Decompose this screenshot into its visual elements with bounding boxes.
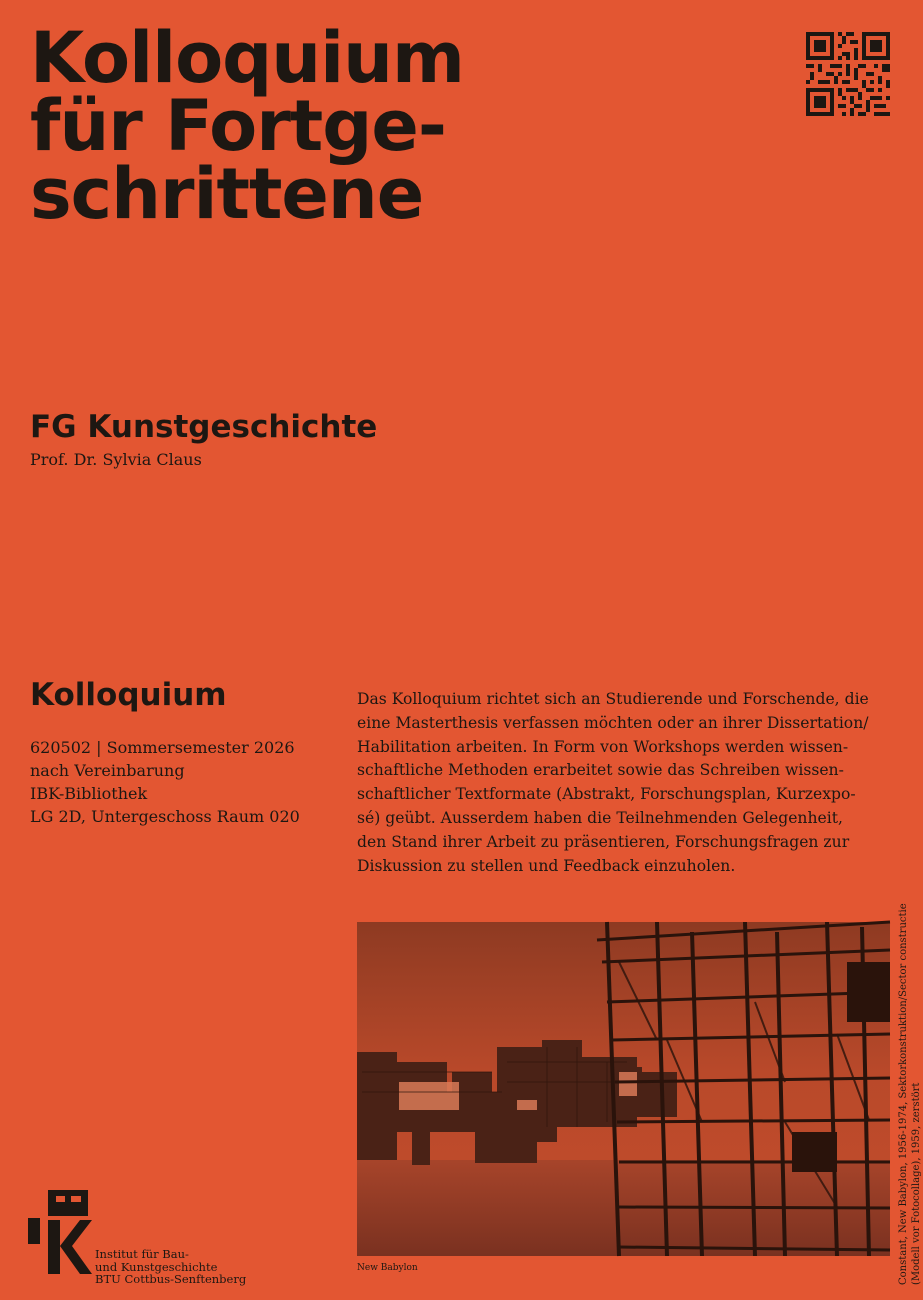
title-line-3: schrittene — [30, 153, 424, 235]
department-name: FG Kunstgeschichte — [30, 409, 378, 445]
course-location: IBK-Bibliothek — [30, 784, 148, 803]
photo-credit-line: (Modell vor Fotocollage), 1959, zerstört — [910, 1082, 922, 1285]
photo-caption: New Babylon — [357, 1263, 418, 1273]
description-line: Das Kolloquium richtet sich an Studierende und Forschende, die — [357, 690, 869, 708]
institute-name — [95, 1248, 246, 1286]
description-line: Habilitation arbeiten. In Form von Workshops werden wissen- — [357, 737, 849, 756]
course-room: LG 2D, Untergeschoss Raum 020 — [30, 807, 300, 826]
department-block — [30, 408, 377, 470]
ibk-logo[interactable] — [28, 1188, 92, 1274]
description-line: eine Masterthesis verfassen möchten oder an ihrer Dissertation/ — [357, 713, 869, 732]
description-line: Diskussion zu stellen und Feedback einzuholen. — [357, 856, 736, 875]
course-schedule: nach Vereinbarung — [30, 761, 185, 780]
new-babylon-photo — [357, 922, 890, 1256]
title-line-2: für Fortge- — [30, 85, 446, 167]
description-line: schaftlicher Textformate (Abstrakt, Forschungsplan, Kurzexpo- — [357, 785, 856, 804]
photo-credit-line: Constant, New Babylon, 1956-1974, Sektorkonstruktion/Sector constructie — [898, 903, 909, 1285]
course-description — [357, 688, 892, 878]
institute-line: und Kunstgeschichte — [95, 1259, 218, 1274]
institute-line: BTU Cottbus-Senftenberg — [95, 1272, 247, 1286]
photo-credit — [898, 903, 923, 1285]
qr-code-icon[interactable] — [806, 32, 890, 116]
description-line: den Stand ihrer Arbeit zu präsentieren, Forschungsfragen zur — [357, 832, 850, 851]
poster-title — [30, 17, 464, 235]
title-line-1: Kolloquium — [30, 17, 464, 99]
course-title: Kolloquium — [30, 677, 227, 713]
description-line: sé) geübt. Ausserdem haben die Teilnehmenden Gelegenheit, — [357, 808, 843, 827]
course-number-semester: 620502 | Sommersemester 2026 — [30, 738, 295, 757]
course-info — [30, 676, 340, 828]
description-line: schaftliche Methoden erarbeitet sowie das Schreiben wissen- — [357, 761, 844, 780]
institute-line: Institut für Bau- — [95, 1247, 189, 1261]
professor-name: Prof. Dr. Sylvia Claus — [30, 450, 202, 469]
